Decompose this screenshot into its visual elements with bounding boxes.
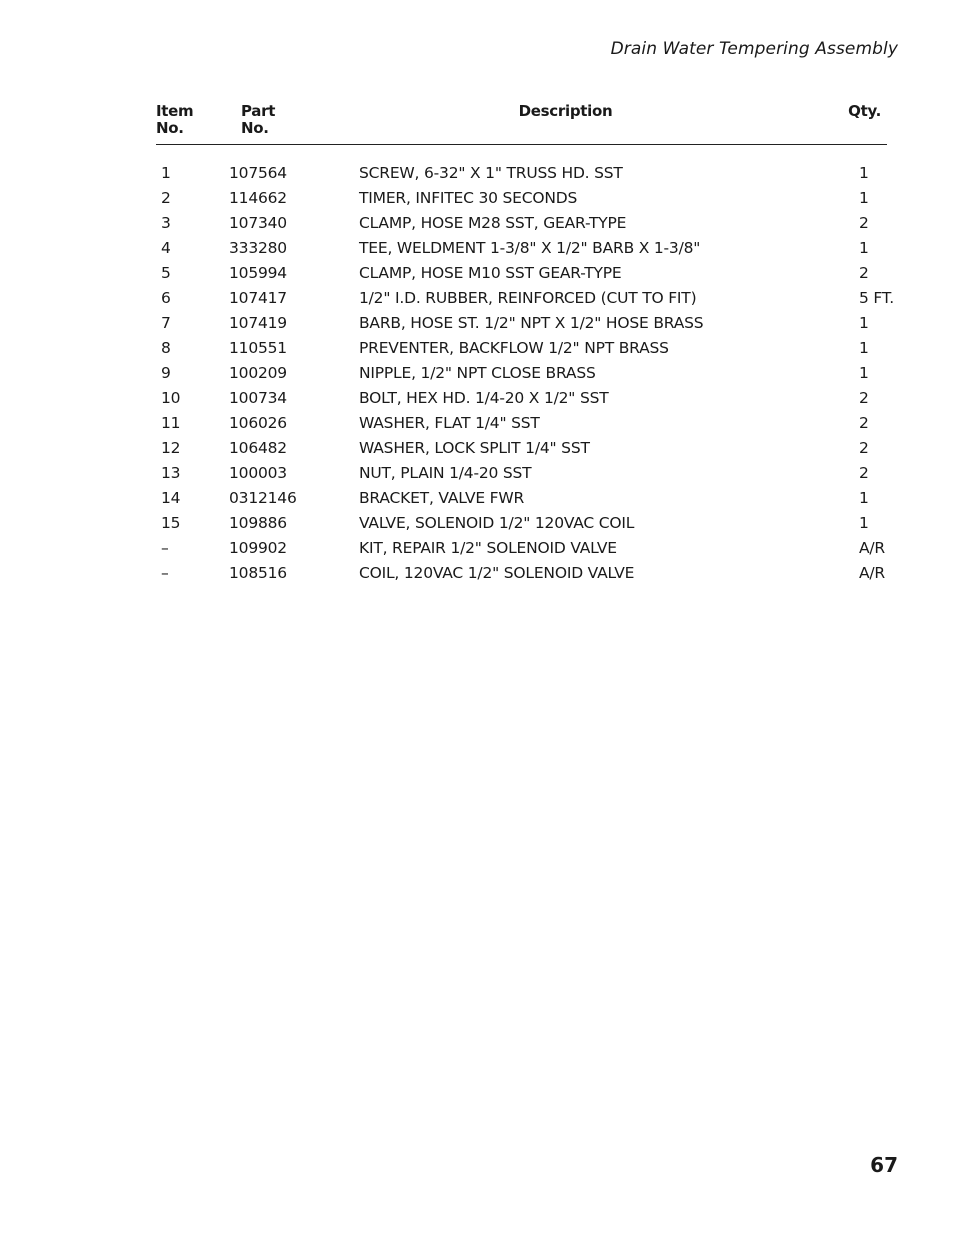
part-number-cell: 107564	[229, 163, 287, 182]
part-number-cell: 110551	[229, 338, 287, 357]
table-row	[156, 185, 887, 210]
item-number-cell: 5	[161, 263, 171, 282]
page-number: 67	[870, 1153, 898, 1177]
item-number-cell: 3	[161, 213, 171, 232]
column-header-part-no	[229, 103, 359, 145]
part-number-cell: 107417	[229, 288, 287, 307]
description-cell: WASHER, LOCK SPLIT 1/4" SST	[359, 438, 590, 457]
item-number-cell: 6	[161, 288, 171, 307]
description-cell: SCREW, 6-32" X 1" TRUSS HD. SST	[359, 163, 623, 182]
table-row	[156, 235, 887, 260]
part-number-cell: 100734	[229, 388, 287, 407]
running-header: Drain Water Tempering Assembly	[610, 39, 898, 59]
table-row	[156, 535, 887, 560]
description-cell: CLAMP, HOSE M10 SST GEAR-TYPE	[359, 263, 622, 282]
description-cell: BOLT, HEX HD. 1/4-20 X 1/2" SST	[359, 388, 609, 407]
item-number-cell: –	[161, 563, 169, 582]
table-row	[156, 210, 887, 235]
part-number-cell: 106482	[229, 438, 287, 457]
table-row	[156, 485, 887, 510]
table-row	[156, 310, 887, 335]
quantity-cell: 2	[859, 388, 869, 407]
column-header-item-no	[156, 103, 229, 145]
quantity-cell: 2	[859, 413, 869, 432]
table-row	[156, 460, 887, 485]
description-cell: COIL, 120VAC 1/2" SOLENOID VALVE	[359, 563, 635, 582]
table-row	[156, 560, 887, 585]
column-header-item-line-1: Item	[156, 102, 194, 120]
quantity-cell: A/R	[859, 563, 885, 582]
description-cell: 1/2" I.D. RUBBER, REINFORCED (CUT TO FIT)	[359, 288, 697, 307]
part-number-cell: 107340	[229, 213, 287, 232]
quantity-cell: 1	[859, 363, 869, 382]
item-number-cell: 13	[161, 463, 181, 482]
description-cell: PREVENTER, BACKFLOW 1/2" NPT BRASS	[359, 338, 669, 357]
column-header-item-line-2: No.	[156, 119, 184, 137]
column-header-part-line-1: Part	[241, 102, 276, 120]
table-row	[156, 360, 887, 385]
quantity-cell: 5 FT.	[859, 288, 894, 307]
part-number-cell: 114662	[229, 188, 287, 207]
item-number-cell: 1	[161, 163, 171, 182]
part-number-cell: 100209	[229, 363, 287, 382]
quantity-cell: 1	[859, 238, 869, 257]
table-body	[156, 145, 894, 586]
description-cell: VALVE, SOLENOID 1/2" 120VAC COIL	[359, 513, 635, 532]
quantity-cell: 1	[859, 188, 869, 207]
part-number-cell: 100003	[229, 463, 287, 482]
part-number-cell: 109886	[229, 513, 287, 532]
description-cell: BRACKET, VALVE FWR	[359, 488, 525, 507]
item-number-cell: 15	[161, 513, 181, 532]
quantity-cell: 1	[859, 513, 869, 532]
table-row	[156, 435, 887, 460]
part-number-cell: 333280	[229, 238, 287, 257]
table-row	[156, 510, 887, 535]
description-cell: KIT, REPAIR 1/2" SOLENOID VALVE	[359, 538, 617, 557]
quantity-cell: 2	[859, 438, 869, 457]
quantity-cell: 1	[859, 488, 869, 507]
description-cell: TIMER, INFITEC 30 SECONDS	[359, 188, 578, 207]
description-cell: WASHER, FLAT 1/4" SST	[359, 413, 540, 432]
table-row	[156, 385, 887, 410]
quantity-cell: 2	[859, 213, 869, 232]
quantity-cell: A/R	[859, 538, 885, 557]
table-row	[156, 410, 887, 435]
parts-list-table	[156, 102, 894, 585]
description-cell: TEE, WELDMENT 1-3/8" X 1/2" BARB X 1-3/8"	[359, 238, 701, 257]
quantity-cell: 1	[859, 313, 869, 332]
description-cell: NUT, PLAIN 1/4-20 SST	[359, 463, 532, 482]
quantity-cell: 1	[859, 163, 869, 182]
table-row	[156, 145, 887, 186]
column-header-qty: Qty.	[832, 103, 887, 145]
item-number-cell: 10	[161, 388, 181, 407]
part-number-cell: 107419	[229, 313, 287, 332]
item-number-cell: 11	[161, 413, 181, 432]
quantity-cell: 2	[859, 263, 869, 282]
description-cell: BARB, HOSE ST. 1/2" NPT X 1/2" HOSE BRASS	[359, 313, 704, 332]
column-header-part-line-2: No.	[241, 119, 269, 137]
table-row	[156, 285, 887, 310]
part-number-cell: 105994	[229, 263, 287, 282]
item-number-cell: 8	[161, 338, 171, 357]
item-number-cell: 4	[161, 238, 171, 257]
item-number-cell: 12	[161, 438, 181, 457]
part-number-cell: 108516	[229, 563, 287, 582]
item-number-cell: –	[161, 538, 169, 557]
item-number-cell: 2	[161, 188, 171, 207]
part-number-cell: 109902	[229, 538, 287, 557]
item-number-cell: 7	[161, 313, 171, 332]
part-number-cell: 0312146	[229, 488, 297, 507]
header-row	[156, 103, 887, 145]
description-cell: CLAMP, HOSE M28 SST, GEAR-TYPE	[359, 213, 627, 232]
item-number-cell: 14	[161, 488, 181, 507]
quantity-cell: 2	[859, 463, 869, 482]
table-row	[156, 260, 887, 285]
quantity-cell: 1	[859, 338, 869, 357]
part-number-cell: 106026	[229, 413, 287, 432]
description-cell: NIPPLE, 1/2" NPT CLOSE BRASS	[359, 363, 596, 382]
table-header	[156, 103, 887, 145]
item-number-cell: 9	[161, 363, 171, 382]
table-row	[156, 335, 887, 360]
column-header-description: Description	[359, 103, 832, 145]
